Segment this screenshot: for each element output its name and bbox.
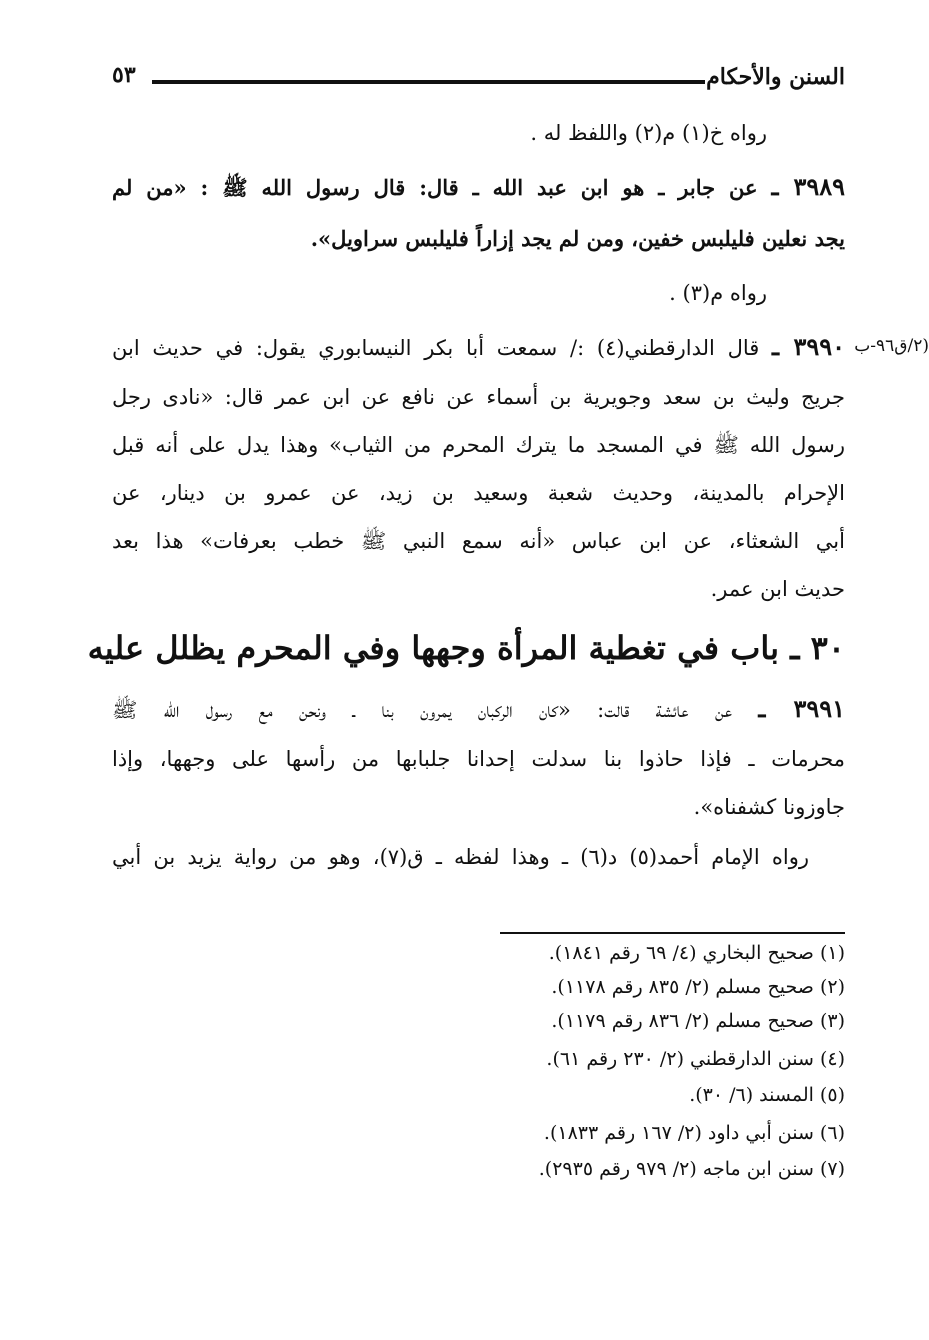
chapter-heading: ٣٠ ـ باب في تغطية المرأة وجهها وفي المحرم يظلل عليه: [87, 629, 845, 667]
hadith-3991-line: [112, 694, 845, 725]
hadith-number: ٣٩٨٩ ـ: [771, 172, 845, 201]
text-line: الإحرام بالمدينة، وحديث شعبة وسعيد بن زيد، عن عمرو بن دينار، عن: [112, 481, 845, 505]
text-span: قال الدارقطني(٤) :/ سمعت أبا بكر النيسابوري يقول: في حديث ابن: [112, 336, 773, 360]
footnote-7: (٧) سنن ابن ماجه (٢/ ٩٧٩ رقم ٢٩٣٥).: [538, 1158, 845, 1180]
text-line: أبي الشعثاء، عن ابن عباس «أنه سمع النبي ﷺ خطب بعرفات» هذا بعد: [112, 529, 845, 553]
footnote-1: (١) صحيح البخاري (٤/ ٦٩ رقم ١٨٤١).: [548, 942, 845, 964]
page-number: ٥٣: [112, 62, 136, 88]
footnote-5: (٥) المسند (٦/ ٣٠).: [689, 1084, 845, 1106]
margin-note: (٢/ق٩٦-ب: [854, 336, 929, 356]
text-line: جريج وليث بن سعد وجويرية بن أسماء عن نافع عن ابن عمر قال: «نادى رجل: [112, 385, 845, 409]
text-span: عن جابر ـ هو ابن عبد الله ـ قال: قال رسول الله ﷺ : «من لم: [112, 175, 772, 200]
running-header: [112, 58, 845, 98]
footnote-3: (٣) صحيح مسلم (٢/ ٨٣٦ رقم ١١٧٩).: [551, 1010, 845, 1032]
hadith-3989-line: [112, 172, 845, 203]
hadith-3990-line: [112, 332, 845, 363]
footnote-rule: [500, 932, 845, 934]
text-line: حديث ابن عمر.: [710, 577, 845, 601]
text-span: عن عائشة قالت: «كان الركبان يمرون بنا ـ ونحن مع رسول الله ﷺ: [112, 698, 759, 722]
text-line: رسول الله ﷺ في المسجد ما يترك المحرم من الثياب» وهذا يدل على أنه قبل: [112, 433, 845, 457]
footnote-4: (٤) سنن الدارقطني (٢/ ٢٣٠ رقم ٦١).: [546, 1048, 845, 1070]
text-line: محرمات ـ فإذا حاذوا بنا سدلت إحدانا جلبابها من رأسها على وجهها، وإذا: [112, 747, 845, 771]
text-line: رواه الإمام أحمد(٥) د(٦) ـ وهذا لفظه ـ ق(٧)، وهو من رواية يزيد بن أبي: [112, 845, 809, 869]
text-line: جاوزونا كشفناه».: [693, 795, 845, 819]
running-title: السنن والأحكام: [706, 64, 845, 90]
text-line: يجد نعلين فليلبس خفين، ومن لم يجد إزاراً فليلبس سراويل».: [310, 226, 845, 251]
footnote-6: (٦) سنن أبي داود (٢/ ١٦٧ رقم ١٨٣٣).: [543, 1122, 845, 1144]
hadith-number: ٣٩٩١ ـ: [758, 694, 845, 723]
text-line: رواه خ(١) م(٢) واللفظ له .: [530, 121, 767, 145]
hadith-number: ٣٩٩٠ ـ: [772, 332, 845, 361]
text-line: رواه م(٣) .: [669, 281, 767, 305]
header-rule: [152, 80, 705, 84]
footnote-2: (٢) صحيح مسلم (٢/ ٨٣٥ رقم ١١٧٨).: [551, 976, 845, 998]
